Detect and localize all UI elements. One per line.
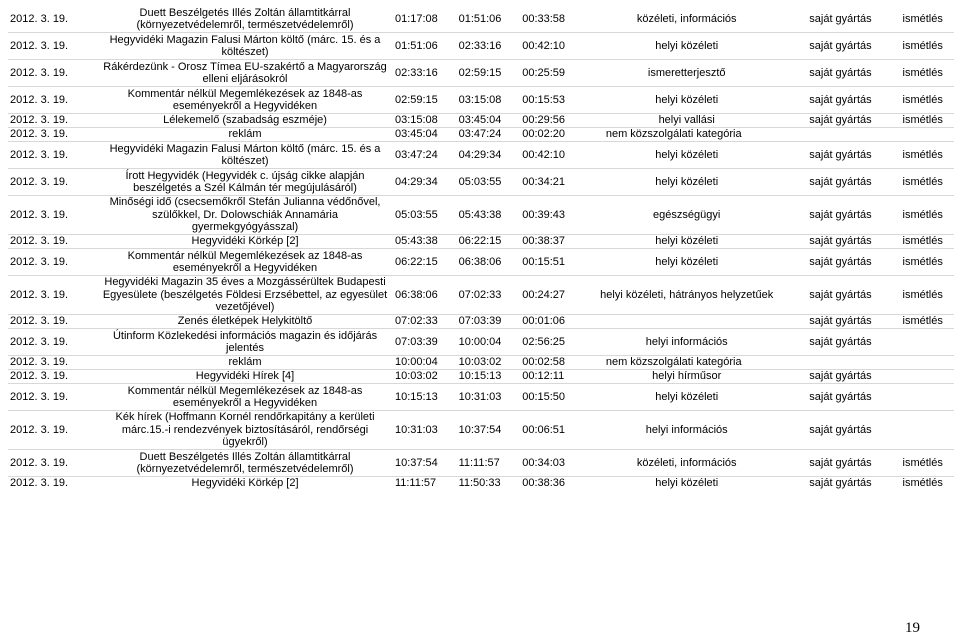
cell-end: 10:37:54 [457, 411, 521, 450]
cell-duration: 00:01:06 [520, 315, 584, 329]
cell-duration: 00:42:10 [520, 142, 584, 169]
cell-program: reklám [97, 356, 393, 370]
cell-end: 06:22:15 [457, 235, 521, 249]
cell-start: 06:22:15 [393, 249, 457, 276]
cell-date: 2012. 3. 19. [8, 169, 97, 196]
cell-category: helyi közéleti [584, 477, 790, 491]
cell-duration: 00:15:50 [520, 384, 584, 411]
cell-type: ismétlés [891, 196, 954, 235]
cell-duration: 02:56:25 [520, 329, 584, 356]
table-row [8, 329, 954, 356]
cell-source: saját gyártás [790, 329, 892, 356]
cell-end: 03:47:24 [457, 128, 521, 142]
cell-end: 07:03:39 [457, 315, 521, 329]
cell-type [891, 384, 954, 411]
cell-type: ismétlés [891, 114, 954, 128]
cell-program: Duett Beszélgetés Illés Zoltán államtitkárral (környezetvédelemről, természetvédelemről) [97, 450, 393, 477]
cell-category: helyi információs [584, 329, 790, 356]
cell-source: saját gyártás [790, 370, 892, 384]
table-row [8, 370, 954, 384]
cell-program: Hegyvidéki Magazin Falusi Márton költő (márc. 15. és a költészet) [97, 142, 393, 169]
cell-type: ismétlés [891, 87, 954, 114]
cell-program: Hegyvidéki Körkép [2] [97, 477, 393, 491]
cell-end: 04:29:34 [457, 142, 521, 169]
cell-type [891, 370, 954, 384]
cell-end: 05:03:55 [457, 169, 521, 196]
cell-type [891, 356, 954, 370]
cell-start: 07:02:33 [393, 315, 457, 329]
cell-program: reklám [97, 128, 393, 142]
cell-duration: 00:25:59 [520, 60, 584, 87]
table-row [8, 249, 954, 276]
table-row [8, 169, 954, 196]
table-row [8, 384, 954, 411]
cell-type: ismétlés [891, 249, 954, 276]
cell-type [891, 411, 954, 450]
cell-program: Duett Beszélgetés Illés Zoltán államtitkárral (környezetvédelemről, természetvédelemről) [136, 6, 354, 31]
table-row [8, 450, 954, 477]
cell-duration: 00:15:53 [520, 87, 584, 114]
cell-source: saját gyártás [790, 235, 892, 249]
cell-category [584, 315, 790, 329]
table-row [8, 477, 954, 491]
cell-date: 2012. 3. 19. [8, 370, 97, 384]
cell-duration: 00:02:58 [520, 356, 584, 370]
cell-program: Zenés életképek Helykitöltő [97, 315, 393, 329]
cell-duration: 00:38:36 [520, 477, 584, 491]
table-row [8, 87, 954, 114]
cell-source: saját gyártás [790, 276, 892, 315]
cell-category: nem közszolgálati kategória [584, 128, 790, 142]
cell-type: ismétlés [891, 142, 954, 169]
cell-date: 2012. 3. 19. [8, 276, 97, 315]
cell-end: 10:03:02 [457, 356, 521, 370]
cell-date: 2012. 3. 19. [8, 142, 97, 169]
cell-duration: 00:12:11 [520, 370, 584, 384]
cell-program: Írott Hegyvidék (Hegyvidék c. újság cikke alapján beszélgetés a Szél Kálmán tér megújulásáról) [97, 169, 393, 196]
cell-type [891, 329, 954, 356]
cell-source: saját gyártás [790, 33, 892, 60]
cell-start: 10:31:03 [393, 411, 457, 450]
cell-end: 01:51:06 [458, 12, 502, 25]
cell-type: ismétlés [891, 315, 954, 329]
cell-end: 10:31:03 [457, 384, 521, 411]
cell-program: Rákérdezünk - Orosz Tímea EU-szakértő a Magyarország elleni eljárásokról [97, 60, 393, 87]
cell-program: Útinform Közlekedési információs magazin és időjárás jelentés [97, 329, 393, 356]
cell-start: 10:00:04 [393, 356, 457, 370]
cell-type: ismétlés [891, 477, 954, 491]
cell-program: Kommentár nélkül Megemlékezések az 1848-as eseményekről a Hegyvidéken [97, 87, 393, 114]
cell-category: helyi hírműsor [584, 370, 790, 384]
schedule-table [8, 6, 954, 490]
cell-type: ismétlés [891, 276, 954, 315]
cell-date: 2012. 3. 19. [8, 450, 97, 477]
cell-category: helyi közéleti [584, 384, 790, 411]
cell-end: 02:33:16 [457, 33, 521, 60]
cell-type: ismétlés [902, 12, 943, 25]
cell-duration: 00:29:56 [520, 114, 584, 128]
cell-duration: 00:39:43 [520, 196, 584, 235]
cell-source [790, 128, 892, 142]
cell-type: ismétlés [891, 235, 954, 249]
cell-type: ismétlés [891, 33, 954, 60]
cell-source [790, 356, 892, 370]
cell-end: 05:43:38 [457, 196, 521, 235]
page-number: 19 [905, 620, 920, 636]
cell-end: 11:11:57 [457, 450, 521, 477]
cell-duration: 00:02:20 [520, 128, 584, 142]
cell-category: ismeretterjesztő [584, 60, 790, 87]
cell-date: 2012. 3. 19. [8, 33, 97, 60]
cell-program: Hegyvidéki Magazin Falusi Márton költő (márc. 15. és a költészet) [97, 33, 393, 60]
cell-start: 06:38:06 [393, 276, 457, 315]
table-row [8, 128, 954, 142]
cell-source: saját gyártás [790, 142, 892, 169]
cell-end: 03:45:04 [457, 114, 521, 128]
cell-category: közéleti, információs [584, 450, 790, 477]
table-row [8, 142, 954, 169]
cell-type: ismétlés [891, 450, 954, 477]
cell-program: Kommentár nélkül Megemlékezések az 1848-as eseményekről a Hegyvidéken [97, 249, 393, 276]
cell-program: Kék hírek (Hoffmann Kornél rendőrkapitány a kerületi márc.15.-i rendezvények biztosításáról, rendőrségi ügyekről) [97, 411, 393, 450]
cell-start: 10:37:54 [393, 450, 457, 477]
cell-type: ismétlés [891, 169, 954, 196]
cell-source: saját gyártás [790, 60, 892, 87]
cell-date: 2012. 3. 19. [8, 114, 97, 128]
table-row [8, 411, 954, 450]
cell-duration: 00:34:03 [520, 450, 584, 477]
cell-category: helyi közéleti [584, 33, 790, 60]
cell-source: saját gyártás [790, 315, 892, 329]
cell-category: helyi közéleti [584, 249, 790, 276]
table-row [8, 315, 954, 329]
cell-source: saját gyártás [809, 12, 872, 25]
table-row [8, 276, 954, 315]
cell-start: 05:03:55 [393, 196, 457, 235]
cell-source: saját gyártás [790, 114, 892, 128]
cell-source: saját gyártás [790, 384, 892, 411]
cell-start: 04:29:34 [393, 169, 457, 196]
cell-source: saját gyártás [790, 411, 892, 450]
cell-date: 2012. 3. 19. [8, 315, 97, 329]
cell-start: 01:17:08 [394, 12, 438, 25]
cell-category: helyi közéleti [584, 87, 790, 114]
cell-program: Minőségi idő (csecsemőkről Stefán Julianna védőnővel, szülőkkel, Dr. Dolowschiák Annamária gyermekgyógyásszal) [97, 196, 393, 235]
cell-category: helyi közéleti, hátrányos helyzetűek [584, 276, 790, 315]
cell-duration: 00:06:51 [520, 411, 584, 450]
cell-duration: 00:34:21 [520, 169, 584, 196]
cell-date: 2012. 3. 19. [10, 12, 69, 25]
table-row [8, 196, 954, 235]
cell-date: 2012. 3. 19. [8, 235, 97, 249]
cell-start: 03:45:04 [393, 128, 457, 142]
cell-date: 2012. 3. 19. [8, 128, 97, 142]
cell-program: Hegyvidéki Körkép [2] [97, 235, 393, 249]
cell-date: 2012. 3. 19. [8, 477, 97, 491]
cell-end: 10:00:04 [457, 329, 521, 356]
cell-source: saját gyártás [790, 450, 892, 477]
cell-type [891, 128, 954, 142]
cell-start: 01:51:06 [393, 33, 457, 60]
cell-category: helyi információs [584, 411, 790, 450]
cell-category: helyi közéleti [584, 235, 790, 249]
cell-end: 06:38:06 [457, 249, 521, 276]
cell-end: 10:15:13 [457, 370, 521, 384]
cell-date: 2012. 3. 19. [8, 384, 97, 411]
table-row [8, 356, 954, 370]
cell-duration: 00:24:27 [520, 276, 584, 315]
cell-source: saját gyártás [790, 477, 892, 491]
cell-date: 2012. 3. 19. [8, 60, 97, 87]
cell-date: 2012. 3. 19. [8, 196, 97, 235]
cell-start: 10:03:02 [393, 370, 457, 384]
cell-program: Kommentár nélkül Megemlékezések az 1848-as eseményekről a Hegyvidéken [97, 384, 393, 411]
cell-start: 10:15:13 [393, 384, 457, 411]
cell-program: Hegyvidéki Hírek [4] [97, 370, 393, 384]
cell-program: Lélekemelő (szabadság eszméje) [97, 114, 393, 128]
cell-date: 2012. 3. 19. [8, 249, 97, 276]
cell-date: 2012. 3. 19. [8, 329, 97, 356]
cell-category: nem közszolgálati kategória [584, 356, 790, 370]
cell-date: 2012. 3. 19. [8, 411, 97, 450]
cell-category: közéleti, információs [636, 12, 737, 25]
cell-category: helyi közéleti [584, 142, 790, 169]
cell-source: saját gyártás [790, 87, 892, 114]
cell-category: helyi vallási [584, 114, 790, 128]
cell-start: 07:03:39 [393, 329, 457, 356]
cell-start: 02:59:15 [393, 87, 457, 114]
cell-source: saját gyártás [790, 249, 892, 276]
cell-type: ismétlés [891, 60, 954, 87]
cell-duration: 00:42:10 [520, 33, 584, 60]
table-row [8, 114, 954, 128]
cell-start: 03:15:08 [393, 114, 457, 128]
cell-source: saját gyártás [790, 196, 892, 235]
cell-start: 05:43:38 [393, 235, 457, 249]
cell-program: Hegyvidéki Magazin 35 éves a Mozgássérültek Budapesti Egyesülete (beszélgetés Földesi Erzsébettel, az egyesület vezetőjével) [97, 276, 393, 315]
cell-start: 03:47:24 [393, 142, 457, 169]
cell-date: 2012. 3. 19. [8, 356, 97, 370]
cell-duration: 00:38:37 [520, 235, 584, 249]
cell-duration: 00:33:58 [522, 12, 566, 25]
table-row [8, 6, 954, 33]
cell-start: 11:11:57 [393, 477, 457, 491]
table-row [8, 60, 954, 87]
cell-end: 07:02:33 [457, 276, 521, 315]
table-row [8, 235, 954, 249]
cell-category: helyi közéleti [584, 169, 790, 196]
cell-start: 02:33:16 [393, 60, 457, 87]
cell-source: saját gyártás [790, 169, 892, 196]
cell-end: 03:15:08 [457, 87, 521, 114]
cell-end: 02:59:15 [457, 60, 521, 87]
cell-duration: 00:15:51 [520, 249, 584, 276]
cell-date: 2012. 3. 19. [8, 87, 97, 114]
cell-end: 11:50:33 [457, 477, 521, 491]
cell-category: egészségügyi [584, 196, 790, 235]
table-row [8, 33, 954, 60]
